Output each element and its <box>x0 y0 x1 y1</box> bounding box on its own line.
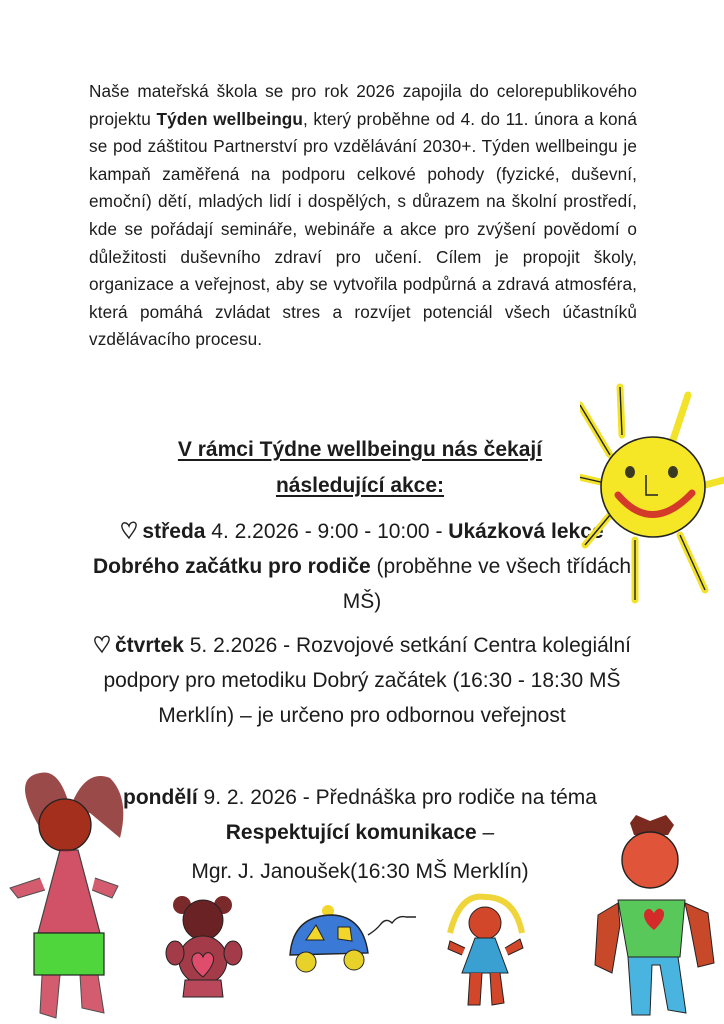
project-name: Týden wellbeingu <box>156 108 303 129</box>
teddy-bear-drawing <box>165 895 250 1000</box>
events-heading <box>100 432 620 504</box>
event-speaker: Mgr. J. Janoušek(16:30 MŠ Merklín) <box>191 860 529 883</box>
toy-car-drawing <box>288 905 418 975</box>
blonde-girl-drawing <box>440 893 530 1011</box>
event-monday <box>100 780 620 889</box>
event-day: čtvrtek <box>115 634 184 657</box>
event-day: pondělí <box>123 786 198 809</box>
event-title: Respektující komunikace <box>225 821 477 844</box>
heart-icon <box>120 520 138 540</box>
intro-text: Naše mateřská škola se pro rok 2026 zapojila do celorepublikového projektu <box>89 81 637 129</box>
event-description: 9. 2. 2026 - Přednáška pro rodiče na téma <box>197 786 597 809</box>
event-wednesday <box>88 514 636 619</box>
sun-drawing <box>580 375 724 605</box>
event-title: Ukázková lekce Dobrého začátku pro rodiče <box>92 520 604 578</box>
heading-line-1: V rámci Týdne wellbeingu nás čekají <box>177 438 543 461</box>
girl-drawing <box>0 768 130 1024</box>
intro-text-rest: , který proběhne od 4. do 11. února a koná se pod záštitou Partnerství pro vzdělávání 2030+. Týden wellbeingu je kampaň zaměřená na podporu celkové pohody (fyzické, duševní, emoční) dětí, mladých lidí i dospělých, s důrazem na školní prostředí, kde se pořádají semináře, webináře a akce pro zvýšení povědomí o důležitosti duševního zdraví pro učení. Cílem je propojit školy, organizace a veřejnost, aby se vytvořila podpůrná a zdravá atmosféra, která pomáhá zvládat stres a rozvíjet potenciál všech účastníků vzdělávacího procesu. <box>89 108 637 350</box>
heart-icon <box>93 634 111 654</box>
event-day: středa <box>142 520 206 543</box>
event-note: (proběhne ve všech třídách MŠ) <box>342 555 632 613</box>
boy-drawing <box>590 815 724 1020</box>
event-description: 5. 2.2026 - Rozvojové setkání Centra kolegiální podpory pro metodiku Dobrý začátek (16:30 - 18:30 MŠ Merklín) – je určeno pro odbornou veřejnost <box>103 634 631 727</box>
event-dash: – <box>476 821 495 844</box>
event-thursday <box>82 628 642 733</box>
heading-line-2: následující akce: <box>275 474 445 497</box>
intro-paragraph <box>89 78 637 354</box>
event-time: 4. 2.2026 - 9:00 - 10:00 - <box>205 520 449 543</box>
